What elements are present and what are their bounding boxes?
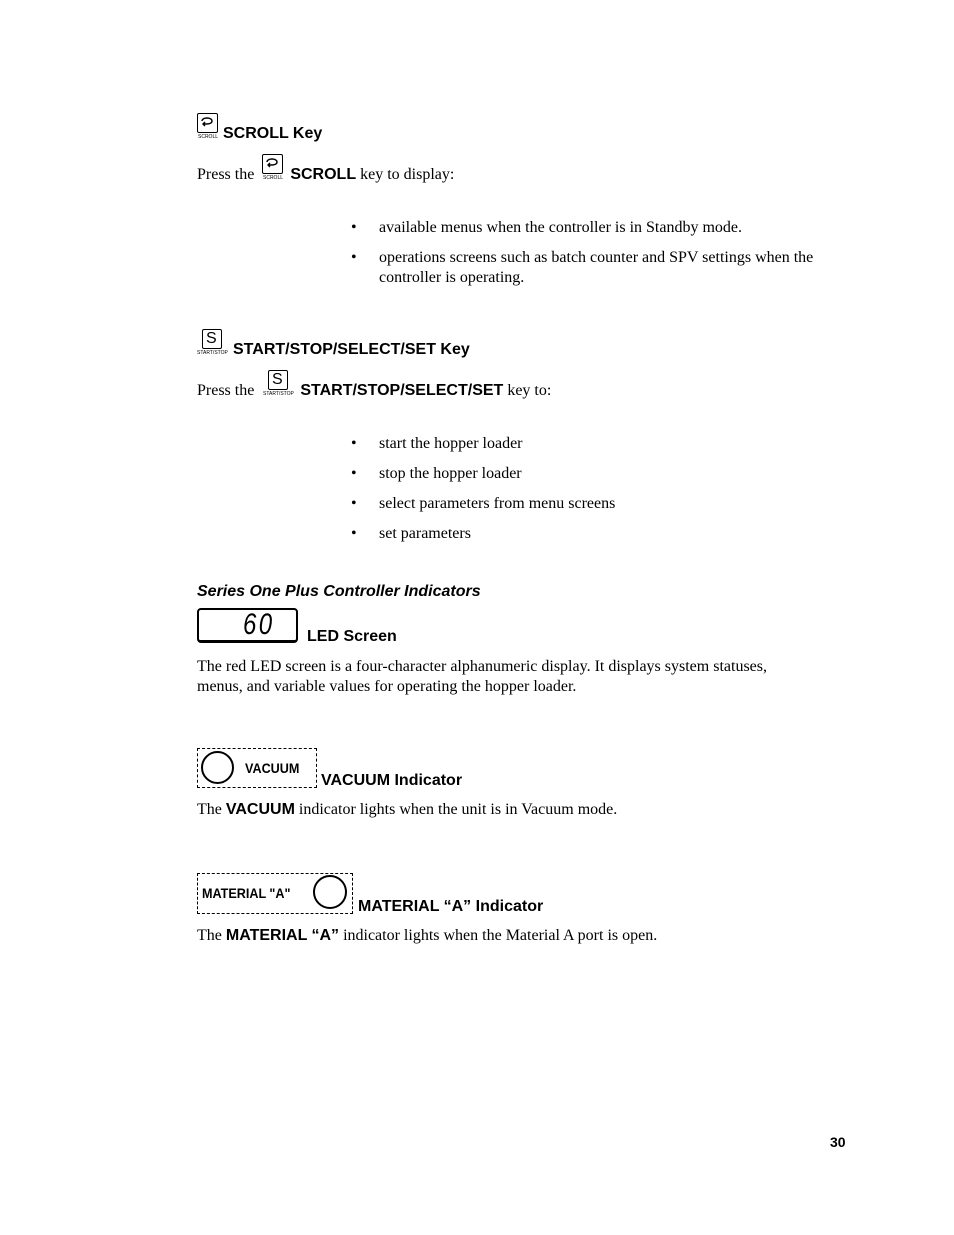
bullet-glyph: • [351,525,357,542]
material-a-icon-label: MATERIAL "A" [202,885,291,901]
start-stop-key-inline-icon [262,370,294,398]
led-screen-heading: LED Screen [307,628,397,645]
list-item [351,218,851,238]
scroll-icon-caption: SCROLL [198,134,219,140]
start-stop-icon-letter: S [206,330,217,347]
bullet-glyph: • [351,435,357,452]
list-item-text: controller is operating. [379,269,525,286]
led-display-value: 60 [243,608,275,641]
scroll-key-inline-icon [262,154,284,182]
bullet-glyph: • [351,495,357,512]
list-item-text: operations screens such as batch counter and SPV settings when the [379,249,814,266]
scroll-bullet-list [351,218,851,298]
start-intro-before: Press the [197,382,255,399]
start-intro-key: START/STOP/SELECT/SET [300,382,504,399]
scroll-inline-caption: SCROLL [263,175,284,181]
start-stop-inline-caption: START/STOP [263,391,294,397]
material-a-indicator-heading: MATERIAL “A” Indicator [358,898,544,915]
scroll-intro-key: SCROLL [290,166,357,183]
list-item [351,248,851,268]
vacuum-desc-after: indicator lights when the unit is in Vacuum mode. [298,801,618,818]
list-item-text: available menus when the controller is in Standby mode. [379,219,743,236]
list-item-text: select parameters from menu screens [379,495,616,512]
scroll-key-icon [197,113,219,141]
list-item [351,434,851,454]
start-stop-key-icon [197,329,229,357]
material-desc-before: The [197,927,222,944]
start-stop-key-heading: START/STOP/SELECT/SET Key [233,341,470,358]
scroll-intro-after: key to display: [360,166,455,183]
material-desc-key: MATERIAL “A” [225,927,340,944]
material-a-indicator-light-icon [313,875,347,909]
list-item [351,524,851,544]
vacuum-description [197,801,617,819]
led-desc-line2: menus, and variable values for operating the hopper loader. [197,678,577,695]
bullet-glyph: • [351,219,357,236]
led-description [197,657,767,697]
start-bullet-list [351,434,851,554]
vacuum-icon-label: VACUUM [245,760,300,776]
list-item-text: set parameters [379,525,471,542]
list-item [351,464,851,484]
led-desc-line1: The red LED screen is a four-character alphanumeric display. It displays system statuses, [197,658,767,675]
scroll-intro-text [197,166,454,184]
list-item [351,494,851,514]
bullet-glyph: • [351,465,357,482]
list-item-text: stop the hopper loader [379,465,522,482]
list-item [351,268,851,288]
scroll-intro-before: Press the [197,166,255,183]
vacuum-indicator-icon [197,748,317,788]
vacuum-indicator-heading: VACUUM Indicator [321,772,463,789]
vacuum-indicator-light-icon [201,751,234,784]
indicators-heading: Series One Plus Controller Indicators [197,583,481,600]
start-intro-after: key to: [507,382,552,399]
vacuum-desc-before: The [197,801,222,818]
material-a-description [197,927,657,945]
bullet-glyph: • [351,249,357,266]
list-item-text: start the hopper loader [379,435,523,452]
page-number: 30 [830,1134,846,1150]
led-screen-icon [197,608,298,643]
start-stop-icon-caption: START/STOP [197,350,228,356]
scroll-key-heading: SCROLL Key [223,125,323,142]
start-stop-inline-letter: S [272,371,283,388]
material-desc-after: indicator lights when the Material A port is open. [343,927,658,944]
material-a-indicator-icon [197,873,353,914]
start-intro-text [197,382,551,400]
vacuum-desc-key: VACUUM [225,801,295,818]
